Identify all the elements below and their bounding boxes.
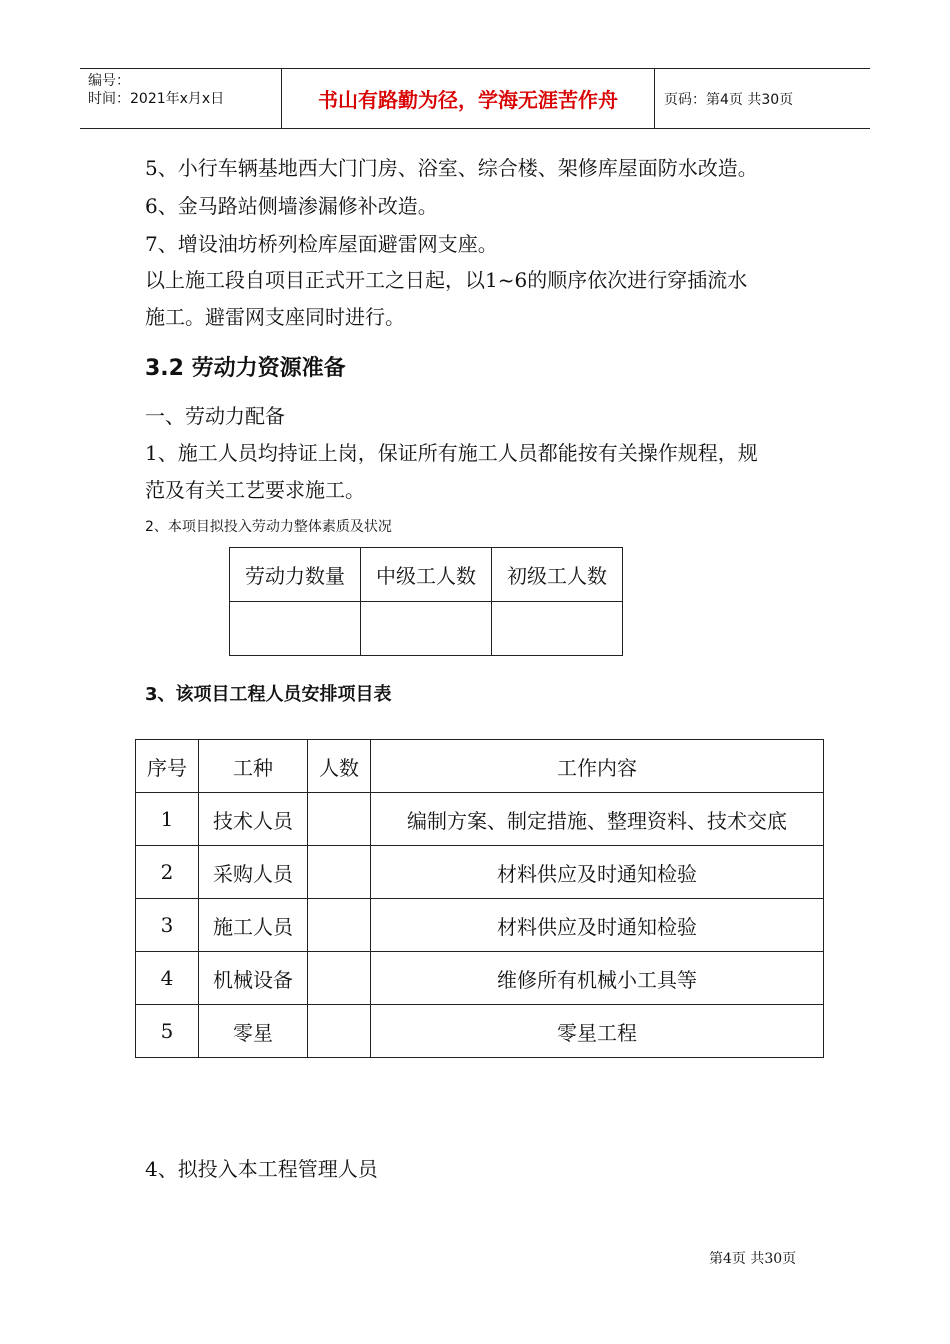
- staff-cell: 施工人员: [199, 899, 308, 952]
- mgmt-heading: 4、拟投入本工程管理人员: [145, 1157, 378, 1181]
- staff-cell: 编制方案、制定措施、整理资料、技术交底: [371, 793, 824, 846]
- staff-cell: 零星工程: [371, 1005, 824, 1058]
- staff-cell: 材料供应及时通知检验: [371, 899, 824, 952]
- item-6: 6、金马路站侧墙渗漏修补改造。: [145, 194, 438, 218]
- table-row: [136, 793, 824, 846]
- header-number: 编号：: [88, 73, 130, 89]
- schedule-note-line1: 以上施工段自项目正式开工之日起，以1~6的顺序依次进行穿插流水: [145, 268, 748, 292]
- page-footer: 第4页 共30页: [709, 1251, 797, 1267]
- labor-cell: [230, 602, 361, 656]
- staff-cell: [308, 846, 371, 899]
- staff-cell: 机械设备: [199, 952, 308, 1005]
- header-page-info: 页码：第4页 共30页: [664, 91, 794, 108]
- table-row: [136, 1005, 824, 1058]
- staff-cell: 2: [136, 846, 199, 899]
- labor-table-header-row: [230, 548, 623, 602]
- staff-table-header-row: [136, 740, 824, 793]
- staff-header-cell: 工作内容: [371, 740, 824, 793]
- schedule-note-line2: 施工。避雷网支座同时进行。: [145, 305, 405, 329]
- staff-cell: [308, 1005, 371, 1058]
- staff-table-heading: 3、该项目工程人员安排项目表: [145, 684, 392, 705]
- table-row: [136, 952, 824, 1005]
- staff-header-cell: 序号: [136, 740, 199, 793]
- labor-table-row: [230, 602, 623, 656]
- section-heading: 3.2 劳动力资源准备: [145, 356, 346, 381]
- labor-cell: [492, 602, 623, 656]
- labor-table: [229, 547, 623, 656]
- page-header: [80, 68, 870, 129]
- staff-cell: [308, 952, 371, 1005]
- table-row: [136, 846, 824, 899]
- staff-cell: 材料供应及时通知检验: [371, 846, 824, 899]
- staff-cell: 技术人员: [199, 793, 308, 846]
- para1-line2: 范及有关工艺要求施工。: [145, 478, 365, 502]
- para1-line1: 1、施工人员均持证上岗，保证所有施工人员都能按有关操作规程，规: [145, 441, 758, 465]
- staff-cell: 维修所有机械小工具等: [371, 952, 824, 1005]
- table-row: [136, 899, 824, 952]
- labor-header-cell: 劳动力数量: [230, 548, 361, 602]
- labor-header-cell: 初级工人数: [492, 548, 623, 602]
- labor-header-cell: 中级工人数: [361, 548, 492, 602]
- header-meta: [80, 69, 281, 128]
- subsection-labor: 一、劳动力配备: [145, 404, 285, 428]
- item-7: 7、增设油坊桥列检库屋面避雷网支座。: [145, 232, 498, 256]
- staff-table: [135, 739, 824, 1058]
- item-5: 5、小行车辆基地西大门门房、浴室、综合楼、架修库屋面防水改造。: [145, 156, 758, 180]
- staff-header-cell: 工种: [199, 740, 308, 793]
- staff-cell: 采购人员: [199, 846, 308, 899]
- staff-cell: 1: [136, 793, 199, 846]
- staff-header-cell: 人数: [308, 740, 371, 793]
- staff-cell: 4: [136, 952, 199, 1005]
- staff-cell: [308, 899, 371, 952]
- staff-cell: 5: [136, 1005, 199, 1058]
- staff-cell: 零星: [199, 1005, 308, 1058]
- para2: 2、本项目拟投入劳动力整体素质及状况: [145, 519, 392, 535]
- header-time: 时间：2021年x月x日: [88, 91, 225, 107]
- staff-cell: [308, 793, 371, 846]
- header-motto: 书山有路勤为径，学海无涯苦作舟: [281, 69, 655, 128]
- labor-cell: [361, 602, 492, 656]
- staff-cell: 3: [136, 899, 199, 952]
